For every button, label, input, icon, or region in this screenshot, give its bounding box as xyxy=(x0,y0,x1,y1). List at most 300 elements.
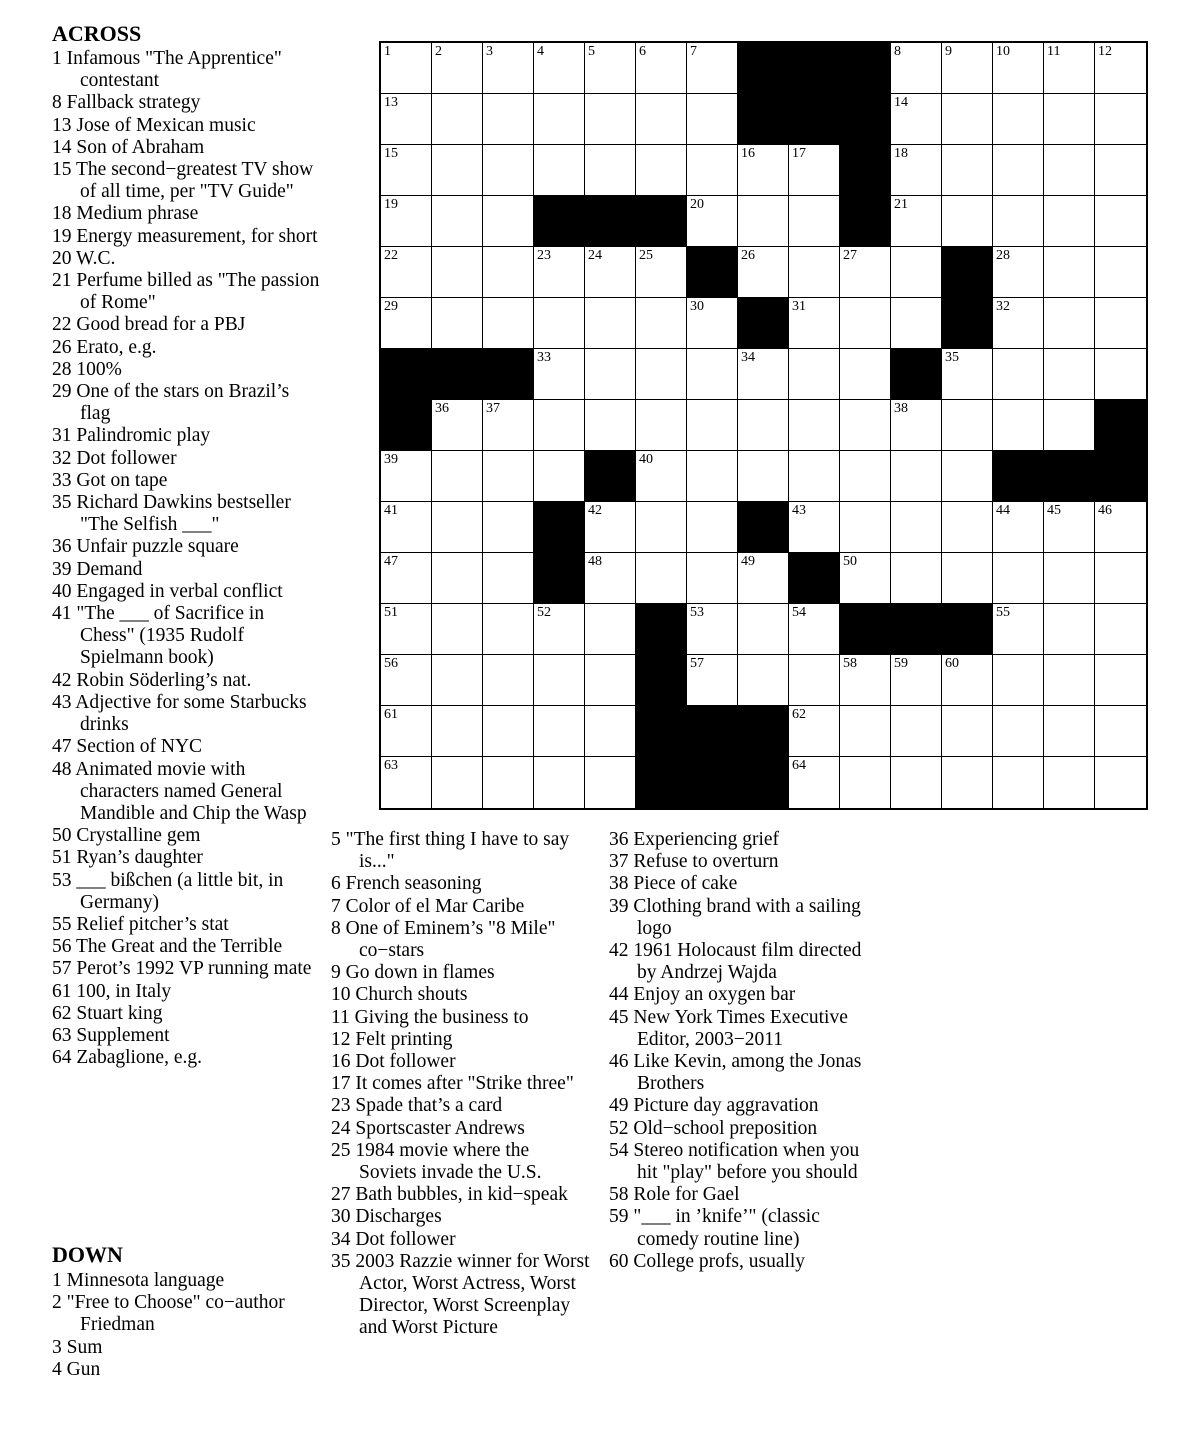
grid-cell[interactable] xyxy=(381,145,432,196)
grid-cell[interactable] xyxy=(840,400,891,451)
clue-number: 35 xyxy=(52,492,72,514)
grid-cell[interactable] xyxy=(1095,94,1146,145)
grid-cell[interactable] xyxy=(840,655,891,706)
clue-number: 20 xyxy=(52,247,72,269)
grid-cell[interactable] xyxy=(993,400,1044,451)
clue-item xyxy=(52,536,322,558)
black-square xyxy=(381,349,432,400)
grid-cell[interactable] xyxy=(891,451,942,502)
grid-cell[interactable] xyxy=(993,43,1044,94)
grid-cell[interactable] xyxy=(993,196,1044,247)
grid-cell[interactable] xyxy=(534,349,585,400)
grid-cell[interactable] xyxy=(636,298,687,349)
grid-cell[interactable] xyxy=(483,247,534,298)
clue-item xyxy=(52,670,322,692)
clue-text: Infamous "The Apprentice" contestant xyxy=(61,48,282,92)
black-square xyxy=(687,757,738,808)
black-square xyxy=(687,247,738,298)
black-square xyxy=(738,502,789,553)
grid-cell[interactable] xyxy=(891,655,942,706)
cell-number: 44 xyxy=(996,503,1010,518)
grid-cell[interactable] xyxy=(483,94,534,145)
grid-cell[interactable] xyxy=(381,655,432,706)
grid-cell[interactable] xyxy=(636,247,687,298)
grid-cell[interactable] xyxy=(585,655,636,706)
grid-cell[interactable] xyxy=(585,298,636,349)
black-square xyxy=(840,196,891,247)
cell-number: 25 xyxy=(639,248,653,263)
grid-cell[interactable] xyxy=(789,349,840,400)
grid-cell[interactable] xyxy=(993,145,1044,196)
grid-cell[interactable] xyxy=(534,655,585,706)
grid-cell[interactable] xyxy=(585,553,636,604)
clue-text: Gun xyxy=(61,1358,101,1380)
grid-cell[interactable] xyxy=(585,604,636,655)
grid-cell[interactable] xyxy=(483,43,534,94)
grid-cell[interactable] xyxy=(1044,502,1095,553)
grid-cell[interactable] xyxy=(840,451,891,502)
grid-cell[interactable] xyxy=(636,553,687,604)
grid-cell[interactable] xyxy=(789,604,840,655)
grid-cell[interactable] xyxy=(432,196,483,247)
grid-cell[interactable] xyxy=(687,655,738,706)
grid-cell[interactable] xyxy=(891,94,942,145)
grid-cell[interactable] xyxy=(687,502,738,553)
grid-cell[interactable] xyxy=(993,94,1044,145)
grid-cell[interactable] xyxy=(1095,298,1146,349)
clue-item xyxy=(52,337,322,359)
grid-cell[interactable] xyxy=(381,247,432,298)
grid-cell[interactable] xyxy=(432,400,483,451)
cell-number: 39 xyxy=(384,452,398,467)
clue-item xyxy=(331,1029,591,1051)
grid-cell[interactable] xyxy=(789,706,840,757)
grid-cell[interactable] xyxy=(789,247,840,298)
grid-cell[interactable] xyxy=(993,247,1044,298)
clue-number: 12 xyxy=(331,1028,351,1050)
clue-text: Color of el Mar Caribe xyxy=(340,895,525,917)
clue-number: 56 xyxy=(52,936,72,958)
clue-text: Richard Dawkins bestseller "The Selfish ___" xyxy=(71,492,291,536)
grid-cell[interactable] xyxy=(789,400,840,451)
grid-cell[interactable] xyxy=(432,298,483,349)
clue-item xyxy=(52,248,322,270)
grid-cell[interactable] xyxy=(891,553,942,604)
grid-cell[interactable] xyxy=(738,247,789,298)
clue-text: Stereo notification when you hit "play" before you should xyxy=(628,1139,860,1184)
grid-cell[interactable] xyxy=(942,349,993,400)
grid-cell[interactable] xyxy=(1044,94,1095,145)
cell-number: 12 xyxy=(1098,44,1112,59)
black-square xyxy=(1095,451,1146,502)
clue-number: 45 xyxy=(609,1006,629,1028)
grid-cell[interactable] xyxy=(1095,655,1146,706)
black-square xyxy=(840,43,891,94)
clue-number: 6 xyxy=(331,873,341,895)
grid-cell[interactable] xyxy=(381,196,432,247)
clue-item xyxy=(331,1229,591,1251)
grid-cell[interactable] xyxy=(381,553,432,604)
grid-cell[interactable] xyxy=(432,553,483,604)
grid-cell[interactable] xyxy=(687,553,738,604)
grid-cell[interactable] xyxy=(687,349,738,400)
grid-cell[interactable] xyxy=(534,604,585,655)
clue-item xyxy=(52,1270,322,1292)
clue-item xyxy=(52,914,322,936)
clue-number: 25 xyxy=(331,1139,351,1161)
grid-cell[interactable] xyxy=(483,757,534,808)
down-heading: DOWN xyxy=(52,1242,123,1267)
grid-cell[interactable] xyxy=(1095,349,1146,400)
grid-cell[interactable] xyxy=(381,94,432,145)
grid-cell[interactable] xyxy=(840,247,891,298)
cell-number: 46 xyxy=(1098,503,1112,518)
grid-cell[interactable] xyxy=(483,553,534,604)
grid-cell[interactable] xyxy=(840,298,891,349)
grid-cell[interactable] xyxy=(585,43,636,94)
grid-cell[interactable] xyxy=(942,94,993,145)
grid-cell[interactable] xyxy=(585,400,636,451)
clue-number: 54 xyxy=(609,1139,629,1161)
grid-cell[interactable] xyxy=(738,451,789,502)
grid-cell[interactable] xyxy=(636,349,687,400)
grid-cell[interactable] xyxy=(534,757,585,808)
clue-item xyxy=(52,226,322,248)
grid-cell[interactable] xyxy=(789,298,840,349)
grid-cell[interactable] xyxy=(687,43,738,94)
clue-text: Spade that’s a card xyxy=(350,1095,503,1117)
grid-cell[interactable] xyxy=(789,757,840,808)
grid-cell[interactable] xyxy=(636,145,687,196)
grid-cell[interactable] xyxy=(942,145,993,196)
cell-number: 30 xyxy=(690,299,704,314)
clue-text: 1961 Holocaust film directed by Andrzej Wajda xyxy=(628,940,862,984)
grid-cell[interactable] xyxy=(687,604,738,655)
grid-cell[interactable] xyxy=(381,43,432,94)
grid-cell[interactable] xyxy=(891,298,942,349)
grid-cell[interactable] xyxy=(1044,706,1095,757)
black-square xyxy=(891,604,942,655)
grid-cell[interactable] xyxy=(1095,196,1146,247)
clue-text: Adjective for some Starbucks drinks xyxy=(71,691,307,736)
grid-cell[interactable] xyxy=(942,553,993,604)
grid-cell[interactable] xyxy=(381,502,432,553)
grid-cell[interactable] xyxy=(636,43,687,94)
grid-cell[interactable] xyxy=(840,757,891,808)
grid-cell[interactable] xyxy=(483,400,534,451)
grid-cell[interactable] xyxy=(432,502,483,553)
grid-cell[interactable] xyxy=(381,451,432,502)
grid-cell[interactable] xyxy=(636,451,687,502)
clue-item xyxy=(609,940,879,984)
grid-cell[interactable] xyxy=(636,502,687,553)
cell-number: 59 xyxy=(894,656,908,671)
grid-cell[interactable] xyxy=(636,94,687,145)
grid-cell[interactable] xyxy=(1044,349,1095,400)
grid-cell[interactable] xyxy=(483,706,534,757)
grid-cell[interactable] xyxy=(381,604,432,655)
black-square xyxy=(585,196,636,247)
clue-item xyxy=(331,896,591,918)
clue-text: Crystalline gem xyxy=(71,825,201,847)
grid-cell[interactable] xyxy=(738,553,789,604)
grid-cell[interactable] xyxy=(534,145,585,196)
cell-number: 40 xyxy=(639,452,653,467)
grid-cell[interactable] xyxy=(585,757,636,808)
clue-text: ___ bißchen (a little bit, in Germany) xyxy=(71,869,284,913)
grid-cell[interactable] xyxy=(993,706,1044,757)
grid-cell[interactable] xyxy=(993,757,1044,808)
grid-cell[interactable] xyxy=(942,502,993,553)
grid-cell[interactable] xyxy=(636,400,687,451)
clue-item xyxy=(52,981,322,1003)
grid-cell[interactable] xyxy=(1044,196,1095,247)
grid-cell[interactable] xyxy=(993,655,1044,706)
grid-cell[interactable] xyxy=(1095,757,1146,808)
grid-cell[interactable] xyxy=(1095,145,1146,196)
grid-cell[interactable] xyxy=(381,757,432,808)
grid-cell[interactable] xyxy=(432,757,483,808)
grid-cell[interactable] xyxy=(1044,145,1095,196)
grid-cell[interactable] xyxy=(1095,706,1146,757)
grid-cell[interactable] xyxy=(738,196,789,247)
grid-cell[interactable] xyxy=(738,400,789,451)
clue-item xyxy=(52,581,322,603)
grid-cell[interactable] xyxy=(687,451,738,502)
grid-cell[interactable] xyxy=(483,502,534,553)
black-square xyxy=(636,655,687,706)
grid-cell[interactable] xyxy=(738,145,789,196)
grid-cell[interactable] xyxy=(942,757,993,808)
grid-cell[interactable] xyxy=(534,400,585,451)
grid-cell[interactable] xyxy=(534,298,585,349)
clue-text: Son of Abraham xyxy=(71,136,205,158)
grid-cell[interactable] xyxy=(840,553,891,604)
grid-cell[interactable] xyxy=(687,94,738,145)
cell-number: 7 xyxy=(690,44,697,59)
grid-cell[interactable] xyxy=(789,502,840,553)
grid-cell[interactable] xyxy=(891,400,942,451)
clue-text: Engaged in verbal conflict xyxy=(71,580,283,602)
black-square xyxy=(789,43,840,94)
clue-item xyxy=(609,1051,879,1095)
grid-cell[interactable] xyxy=(432,451,483,502)
grid-cell[interactable] xyxy=(891,43,942,94)
cell-number: 17 xyxy=(792,146,806,161)
grid-cell[interactable] xyxy=(1044,757,1095,808)
grid-cell[interactable] xyxy=(942,43,993,94)
grid-cell[interactable] xyxy=(432,145,483,196)
clue-number: 8 xyxy=(52,92,62,114)
grid-cell[interactable] xyxy=(483,655,534,706)
clue-number: 64 xyxy=(52,1047,72,1069)
clue-number: 7 xyxy=(331,895,341,917)
black-square xyxy=(483,349,534,400)
grid-cell[interactable] xyxy=(993,553,1044,604)
grid-cell[interactable] xyxy=(840,349,891,400)
grid-cell[interactable] xyxy=(432,655,483,706)
clue-text: W.C. xyxy=(71,247,116,269)
grid-cell[interactable] xyxy=(1044,247,1095,298)
clue-item xyxy=(609,1184,879,1206)
clue-item xyxy=(52,559,322,581)
cell-number: 48 xyxy=(588,554,602,569)
grid-cell[interactable] xyxy=(381,706,432,757)
grid-cell[interactable] xyxy=(789,451,840,502)
black-square xyxy=(585,451,636,502)
grid-cell[interactable] xyxy=(483,604,534,655)
grid-cell[interactable] xyxy=(738,604,789,655)
grid-cell[interactable] xyxy=(1095,553,1146,604)
grid-cell[interactable] xyxy=(1095,43,1146,94)
grid-cell[interactable] xyxy=(687,145,738,196)
grid-cell[interactable] xyxy=(483,451,534,502)
black-square xyxy=(942,604,993,655)
grid-cell[interactable] xyxy=(432,43,483,94)
grid-cell[interactable] xyxy=(840,502,891,553)
grid-cell[interactable] xyxy=(1095,604,1146,655)
grid-cell[interactable] xyxy=(789,196,840,247)
grid-cell[interactable] xyxy=(687,400,738,451)
grid-cell[interactable] xyxy=(483,196,534,247)
grid-cell[interactable] xyxy=(1044,553,1095,604)
clue-text: Dot follower xyxy=(350,1051,456,1073)
grid-cell[interactable] xyxy=(942,706,993,757)
cell-number: 31 xyxy=(792,299,806,314)
clue-item xyxy=(609,1206,879,1250)
black-square xyxy=(636,604,687,655)
grid-cell[interactable] xyxy=(891,757,942,808)
grid-cell[interactable] xyxy=(942,196,993,247)
black-square xyxy=(636,196,687,247)
clue-text: Supplement xyxy=(71,1024,170,1046)
cell-number: 42 xyxy=(588,503,602,518)
clue-item xyxy=(52,1003,322,1025)
grid-cell[interactable] xyxy=(789,655,840,706)
grid-cell[interactable] xyxy=(1095,247,1146,298)
grid-cell[interactable] xyxy=(1044,298,1095,349)
across-clue-list xyxy=(52,48,322,1069)
grid-cell[interactable] xyxy=(993,502,1044,553)
clue-text: Stuart king xyxy=(71,1002,163,1024)
grid-cell[interactable] xyxy=(840,706,891,757)
clue-text: Medium phrase xyxy=(71,203,199,225)
grid-cell[interactable] xyxy=(534,94,585,145)
clue-number: 23 xyxy=(331,1095,351,1117)
grid-cell[interactable] xyxy=(993,604,1044,655)
grid-cell[interactable] xyxy=(534,451,585,502)
clue-item xyxy=(331,1007,591,1029)
black-square xyxy=(738,757,789,808)
grid-cell[interactable] xyxy=(483,298,534,349)
clue-item xyxy=(331,1051,591,1073)
grid-cell[interactable] xyxy=(534,706,585,757)
clue-item xyxy=(52,1047,322,1069)
grid-cell[interactable] xyxy=(1044,400,1095,451)
grid-cell[interactable] xyxy=(585,349,636,400)
clue-number: 26 xyxy=(52,336,72,358)
clue-text: Zabaglione, e.g. xyxy=(71,1047,202,1069)
grid-cell[interactable] xyxy=(585,94,636,145)
cell-number: 43 xyxy=(792,503,806,518)
grid-cell[interactable] xyxy=(738,349,789,400)
grid-cell[interactable] xyxy=(585,145,636,196)
clue-number: 13 xyxy=(52,114,72,136)
grid-cell[interactable] xyxy=(993,298,1044,349)
cell-number: 35 xyxy=(945,350,959,365)
grid-cell[interactable] xyxy=(738,655,789,706)
grid-cell[interactable] xyxy=(432,247,483,298)
clue-text: Fallback strategy xyxy=(61,92,201,114)
grid-cell[interactable] xyxy=(585,502,636,553)
clue-item xyxy=(52,825,322,847)
grid-cell[interactable] xyxy=(381,298,432,349)
clue-item xyxy=(52,92,322,114)
clue-text: "___ in ’knife’" (classic comedy routine line) xyxy=(628,1206,820,1250)
black-square xyxy=(840,604,891,655)
clue-text: Energy measurement, for short xyxy=(71,225,318,247)
grid-cell[interactable] xyxy=(942,400,993,451)
clue-number: 1 xyxy=(52,1270,62,1291)
clue-number: 55 xyxy=(52,913,72,935)
grid-cell[interactable] xyxy=(789,145,840,196)
grid-cell[interactable] xyxy=(1044,604,1095,655)
grid-cell[interactable] xyxy=(585,706,636,757)
clue-item xyxy=(609,1251,879,1273)
clue-item xyxy=(331,829,591,873)
clue-item xyxy=(609,829,879,851)
grid-cell[interactable] xyxy=(891,502,942,553)
black-square xyxy=(789,94,840,145)
clue-number: 51 xyxy=(52,847,72,869)
cell-number: 61 xyxy=(384,707,398,722)
black-square xyxy=(432,349,483,400)
grid-cell[interactable] xyxy=(534,247,585,298)
grid-cell[interactable] xyxy=(942,655,993,706)
cell-number: 3 xyxy=(486,44,493,59)
grid-cell[interactable] xyxy=(432,706,483,757)
grid-cell[interactable] xyxy=(534,43,585,94)
clue-number: 60 xyxy=(609,1250,629,1272)
clue-item xyxy=(52,159,322,203)
grid-cell[interactable] xyxy=(585,247,636,298)
clue-number: 14 xyxy=(52,136,72,158)
grid-cell[interactable] xyxy=(891,706,942,757)
cell-number: 57 xyxy=(690,656,704,671)
grid-cell[interactable] xyxy=(942,451,993,502)
grid-cell[interactable] xyxy=(891,247,942,298)
cell-number: 34 xyxy=(741,350,755,365)
black-square xyxy=(1095,400,1146,451)
clue-number: 52 xyxy=(609,1117,629,1139)
grid-cell[interactable] xyxy=(432,94,483,145)
grid-cell[interactable] xyxy=(1095,502,1146,553)
grid-cell[interactable] xyxy=(687,298,738,349)
clue-text: Animated movie with characters named General Mandible and Chip the Wasp xyxy=(71,758,307,824)
grid-cell[interactable] xyxy=(891,196,942,247)
clue-text: Palindromic play xyxy=(71,425,211,447)
clue-text: Experiencing grief xyxy=(628,829,780,850)
grid-cell[interactable] xyxy=(483,145,534,196)
clue-text: Refuse to overturn xyxy=(628,851,779,873)
grid-cell[interactable] xyxy=(993,349,1044,400)
grid-cell[interactable] xyxy=(891,145,942,196)
grid-cell[interactable] xyxy=(432,604,483,655)
grid-cell[interactable] xyxy=(1044,43,1095,94)
clue-number: 8 xyxy=(331,917,341,939)
grid-cell[interactable] xyxy=(687,196,738,247)
grid-cell[interactable] xyxy=(1044,655,1095,706)
